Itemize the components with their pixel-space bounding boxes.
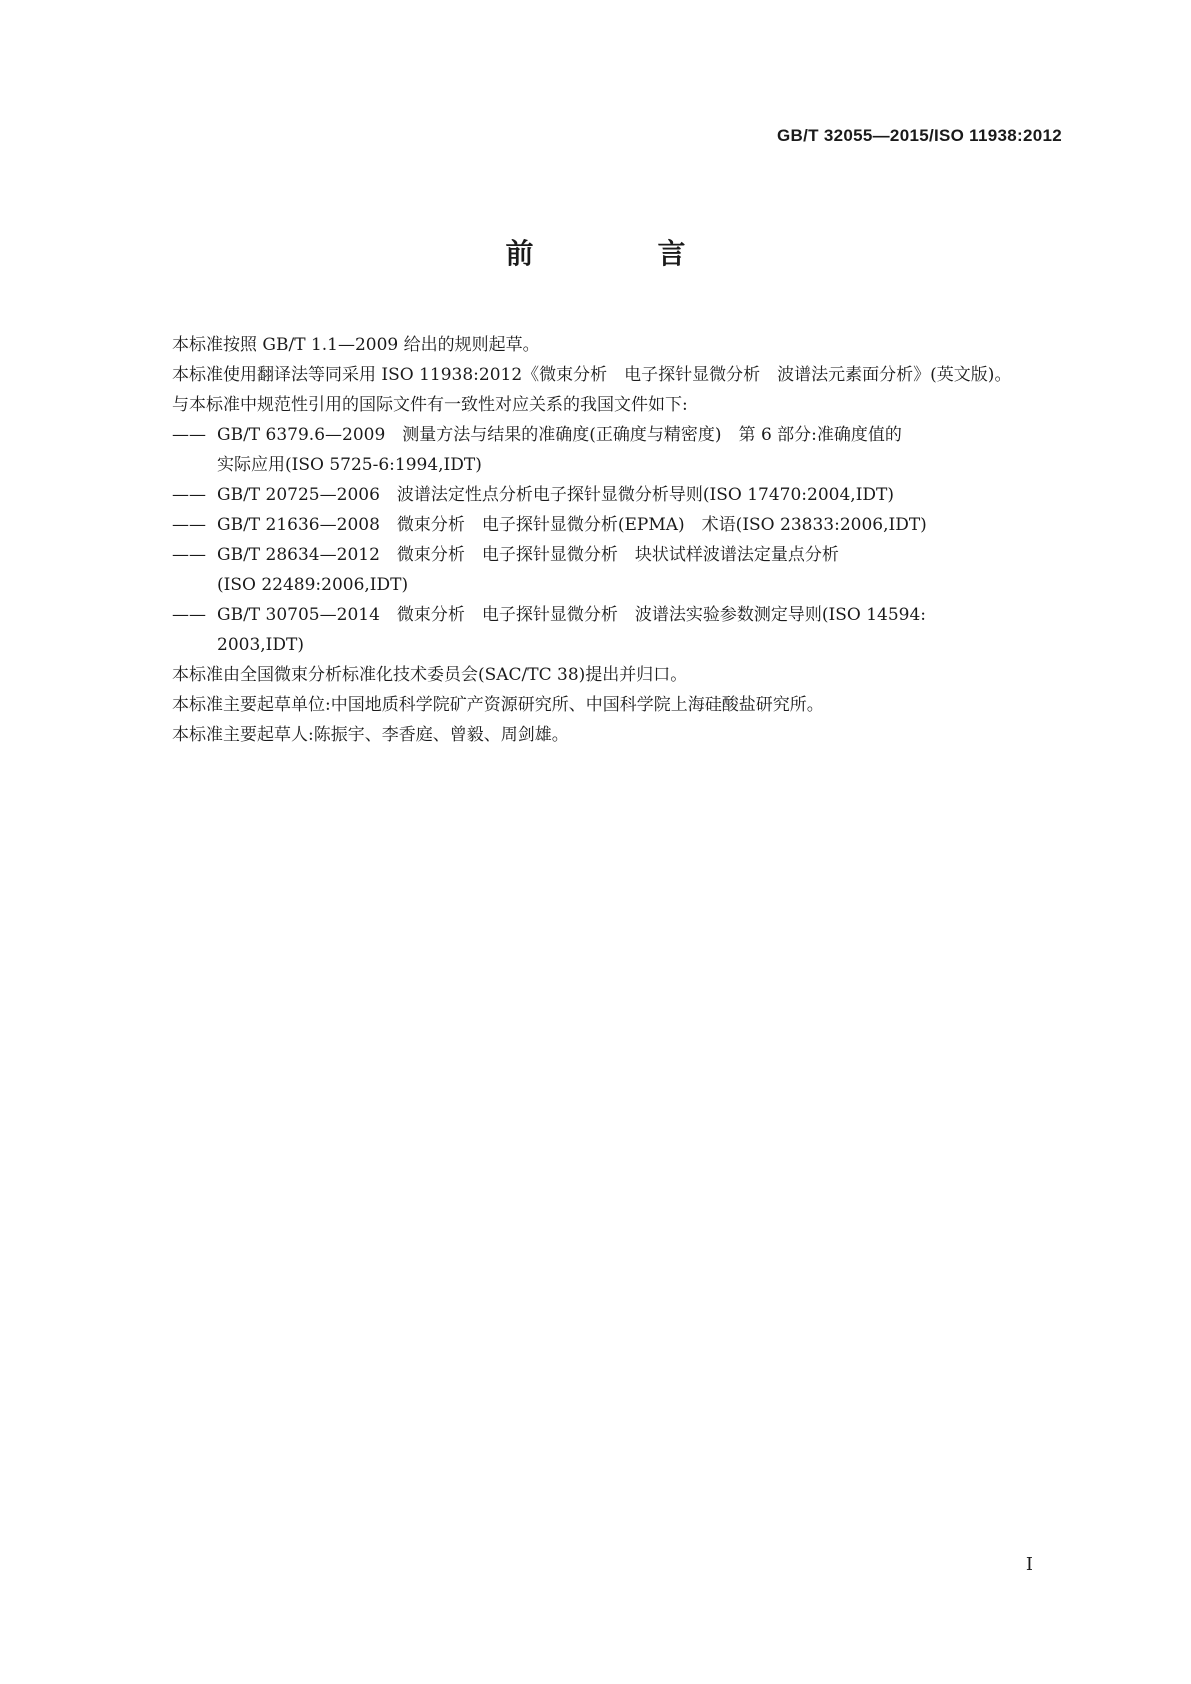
page-title: 前 言 <box>505 237 734 270</box>
reference-line: GB/T 21636—2008 微束分析 电子探针显微分析(EPMA) 术语(ISO 23833:2006,IDT) <box>217 515 927 535</box>
reference-dash: —— <box>172 515 206 535</box>
page-number: I <box>1025 1554 1033 1575</box>
reference-line-continued: (ISO 22489:2006,IDT) <box>217 575 409 595</box>
paragraph-proposer: 本标准由全国微束分析标准化技术委员会(SAC/TC 38)提出并归口。 <box>172 665 688 685</box>
reference-item <box>129 600 1063 660</box>
reference-line: GB/T 6379.6—2009 测量方法与结果的准确度(正确度与精密度) 第 6 部分:准确度值的 <box>217 425 902 445</box>
paragraph-references-intro: 与本标准中规范性引用的国际文件有一致性对应关系的我国文件如下: <box>172 395 688 415</box>
reference-line-continued: 2003,IDT) <box>217 635 304 655</box>
paragraph-drafters: 本标准主要起草人:陈振宇、李香庭、曾毅、周剑雄。 <box>172 725 569 745</box>
reference-item <box>129 480 1063 510</box>
reference-item <box>129 540 1063 600</box>
reference-dash: —— <box>172 545 206 565</box>
reference-item <box>129 510 1063 540</box>
paragraph-adoption: 本标准使用翻译法等同采用 ISO 11938:2012《微束分析 电子探针显微分析 波谱法元素面分析》(英文版)。 <box>172 365 1012 385</box>
reference-line: GB/T 20725—2006 波谱法定性点分析电子探针显微分析导则(ISO 17470:2004,IDT) <box>217 485 895 505</box>
reference-dash: —— <box>172 485 206 505</box>
foreword-body <box>129 330 1063 750</box>
reference-line: GB/T 28634—2012 微束分析 电子探针显微分析 块状试样波谱法定量点分析 <box>217 545 839 565</box>
reference-dash: —— <box>172 605 206 625</box>
reference-item <box>129 420 1063 480</box>
reference-line-continued: 实际应用(ISO 5725-6:1994,IDT) <box>217 455 482 475</box>
standard-code-header: GB/T 32055—2015/ISO 11938:2012 <box>777 126 1062 145</box>
reference-dash: —— <box>172 425 206 445</box>
paragraph-drafting-units: 本标准主要起草单位:中国地质科学院矿产资源研究所、中国科学院上海硅酸盐研究所。 <box>172 695 824 715</box>
reference-line: GB/T 30705—2014 微束分析 电子探针显微分析 波谱法实验参数测定导则(ISO 14594: <box>217 605 927 625</box>
paragraph-drafting-rules: 本标准按照 GB/T 1.1—2009 给出的规则起草。 <box>172 335 540 355</box>
